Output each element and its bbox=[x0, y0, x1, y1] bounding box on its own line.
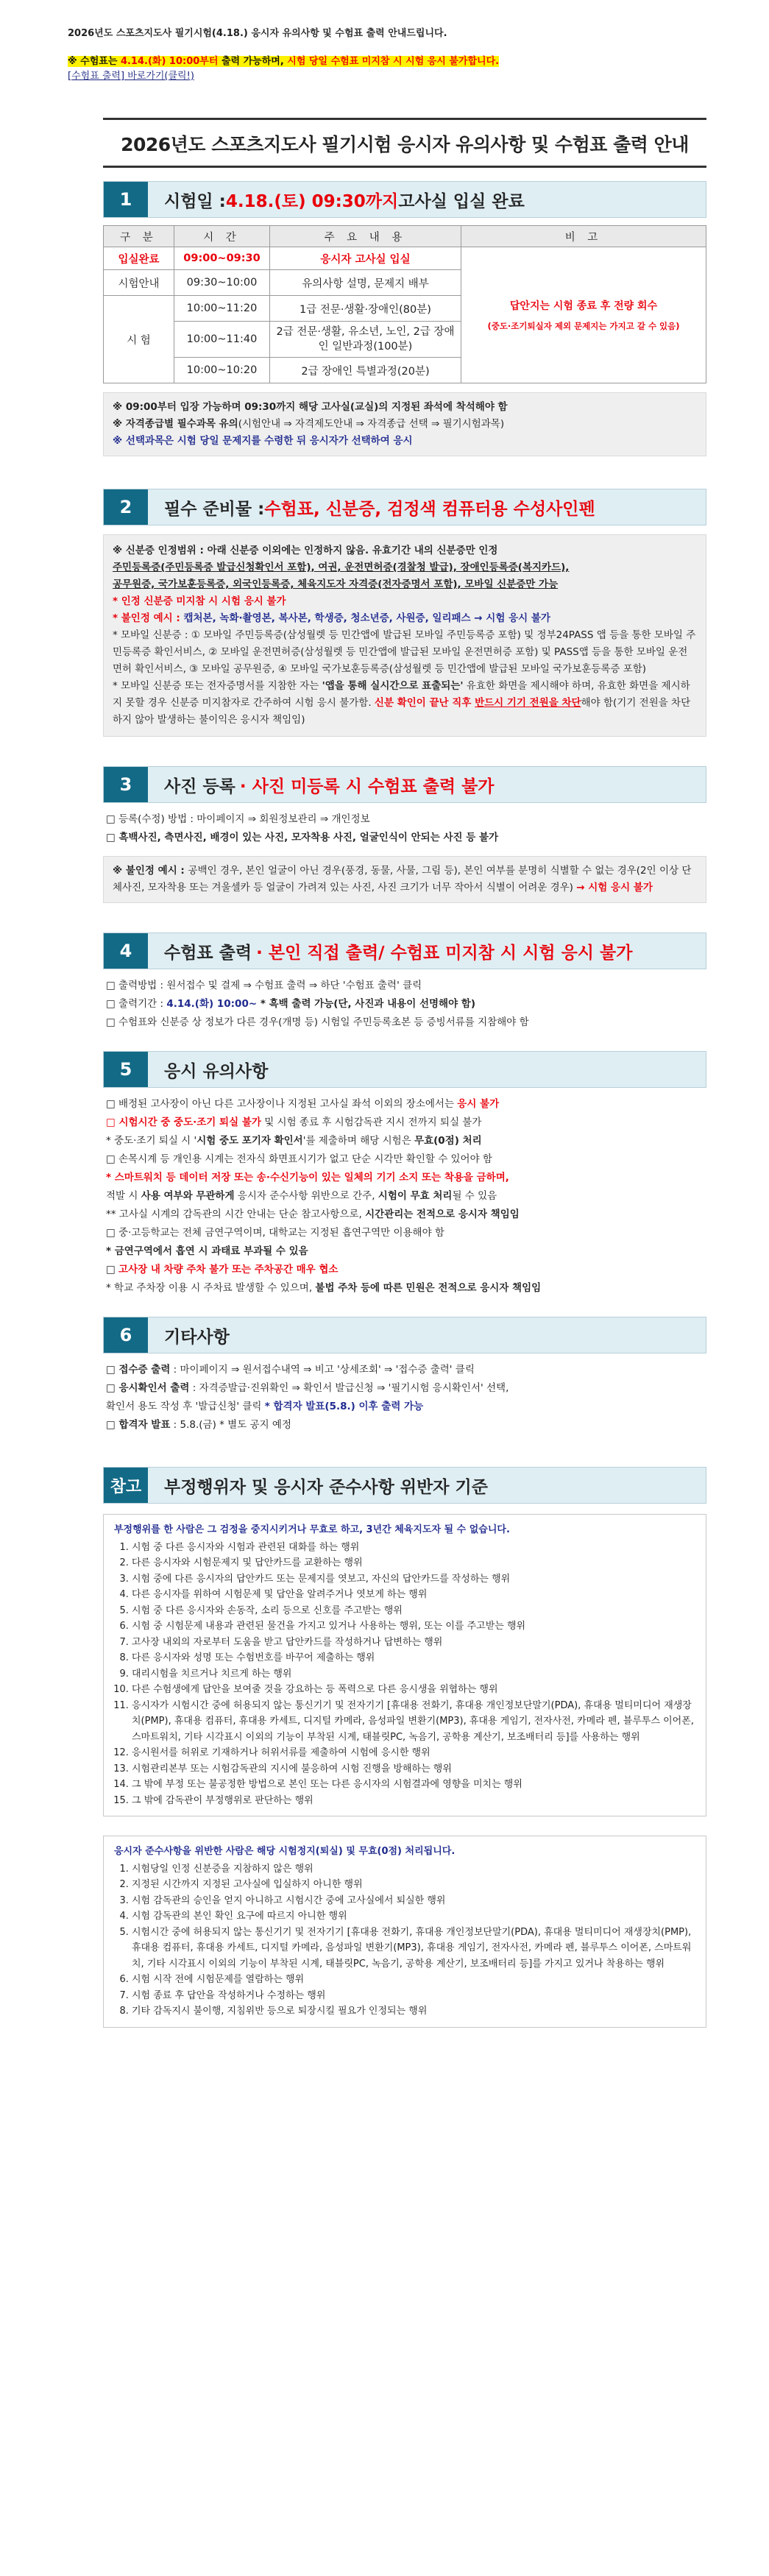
schedule-remark: 답안지는 시험 종료 후 전량 회수 (중도·조기퇴실자 제외 문제지는 가지고 갈 수 있음) bbox=[461, 247, 706, 383]
section-6-header bbox=[103, 1317, 706, 1354]
list-item: 15. 그 밖에 감독관이 부정행위로 판단하는 행위 bbox=[132, 1793, 695, 1809]
list-item: 10. 다른 수험생에게 답안을 보여줄 것을 강요하는 등 폭력으로 다른 응시생을 위협하는 행위 bbox=[132, 1682, 695, 1698]
section-1-header bbox=[103, 181, 706, 218]
list-item: 11. 응시자가 시험시간 중에 허용되지 않는 통신기기 및 전자기기 [휴대용 전화기, 휴대용 개인정보단말기(PDA), 휴대용 멀티미디어 재생장치(PMP), 휴대용 컴퓨터, 휴대용 카세트, 디지털 카메라, 음성파일 변환기(MP3), 휴대용 게임기, 전자사전, 카메라 펜, 블루투스 이어폰, 스마트워치, 기타 시각표시 이외의 기능이 부착된 시계, 태블릿PC, 녹음기, 공학용 계산기, 보조배터리 등]를 사용하는 행위 bbox=[132, 1698, 695, 1746]
list-item: 9. 대리시험을 치르거나 치르게 하는 행위 bbox=[132, 1666, 695, 1682]
section-title: 시험일 : 4.18.(토) 09:30까지 고사실 입실 완료 bbox=[164, 191, 525, 211]
section-number: 5 bbox=[104, 1052, 148, 1087]
section-number: 2 bbox=[104, 489, 148, 525]
other-info: □ 접수증 출력 : 마이페이지 ⇒ 원서접수내역 ⇒ 비고 '상세조회' ⇒ '접수증 출력' 클릭 □ 응시확인서 출력 : 자격증발급·진위확인 ⇒ 확인서 발급신청 ⇒ '필기시험 응시확인서' 선택, 확인서 용도 작성 후 '발급신청' 클릭 * 합격자 발표(5.8.) 이후 출력 가능 □ 합격자 발표 : 5.8.(금) * 별도 공지 예정 bbox=[106, 1364, 509, 1431]
list-item: 4. 다른 응시자를 위하여 시험문제 및 답안을 알려주거나 엿보게 하는 행위 bbox=[132, 1587, 695, 1603]
exam-schedule-table bbox=[103, 225, 706, 383]
list-item: 5. 시험시간 중에 허용되지 않는 통신기기 및 전자기기 [휴대용 전화기, 휴대용 개인정보단말기(PDA), 휴대용 멀티미디어 재생장치(PMP), 휴대용 컴퓨터, 휴대용 카세트, 디지털 카메라, 음성파일 변환기(MP3), 휴대용 게임기, 전자사전, 카메라 펜, 블루투스 이어폰, 스마트워치, 기타 시각표시 이외의 기능이 부착된 시계, 태블릿PC, 녹음기, 공학용 계산기, 보조배터리 등]를 가지고 있거나 착용하는 행위 bbox=[132, 1925, 695, 1972]
list-item: 8. 기타 감독지시 불이행, 지침위반 등으로 퇴장시킬 필요가 인정되는 행위 bbox=[132, 2003, 695, 2020]
table-row: 입실완료 09:00~09:30 응시자 고사실 입실 답안지는 시험 종료 후 전량 회수 (중도·조기퇴실자 제외 문제지는 가지고 갈 수 있음) bbox=[104, 247, 706, 270]
section-1-notes: ※ 09:00부터 입장 가능하며 09:30까지 해당 고사실(교실)의 지정된 좌석에 착석해야 함 ※ 자격종급별 필수과목 유의(시험안내 ⇒ 자격제도안내 ⇒ 자격종급 선택 ⇒ 필기시험과목) ※ 선택과목은 시험 당일 문제지를 수령한 뒤 응시자가 선택하여 응시 bbox=[103, 392, 706, 456]
table-header: 비 고 bbox=[461, 226, 706, 247]
list-item: 6. 시험 중 시험문제 내용과 관련된 물건을 가지고 있거나 사용하는 행위, 또는 이를 주고받는 행위 bbox=[132, 1618, 695, 1635]
list-item: 2. 다른 응시자와 시험문제지 및 답안카드를 교환하는 행위 bbox=[132, 1555, 695, 1571]
violation-list: 응시자 준수사항을 위반한 사람은 해당 시험정지(퇴실) 및 무효(0점) 처리됩니다. 1. 시험당일 인정 신분증을 지참하지 않은 행위 2. 지정된 시간까지 지정된 고사실에 입실하지 아니한 행위 3. 시험 감독관의 승인을 얻지 아니하고 시험시간 중에 고사실에서 퇴실한 행위 4. 시험 감독관의 본인 확인 요구에 따르지 아니한 행위 5. 시험시간 중에 허용되지 않는 통신기기 및 전자기기 [휴대용 전화기, 휴대용 개인정보단말기(PDA), 휴대용 멀티미디어 재생장치(PMP), 휴대용 컴퓨터, 휴대용 카세트, 디지털 카메라, 음성파일 변환기(MP3), 휴대용 게임기, 전자사전, 카메라 펜, 블루투스 이어폰, 스마트워치, 기타 시각표시 이외의 기능이 부착된 시계, 태블릿PC, 녹음기, 공학용 계산기, 보조배터리 등]를 가지고 있거나 착용하는 행위 6. 시험 시작 전에 시험문제를 열람하는 행위 7. 시험 종료 후 답안을 작성하거나 수정하는 행위 8. 기타 감독지시 불이행, 지침위반 등으로 퇴장시킬 필요가 인정되는 행위 bbox=[103, 1836, 706, 2028]
photo-rules: □ 등록(수정) 방법 : 마이페이지 ⇒ 회원정보관리 ⇒ 개인정보 □ 흑백사진, 측면사진, 배경이 있는 사진, 모자착용 사진, 얼굴인식이 안되는 사진 등 불가 bbox=[106, 813, 499, 843]
page-title: 2026년도 스포츠지도사 필기시험 응시자 유의사항 및 수험표 출력 안내 bbox=[103, 118, 706, 168]
section-title: 부정행위자 및 응시자 준수사항 위반자 기준 bbox=[164, 1477, 488, 1497]
list-item: 5. 시험 중 다른 응시자와 손동작, 소리 등으로 신호를 주고받는 행위 bbox=[132, 1603, 695, 1619]
section-number: 6 bbox=[104, 1317, 148, 1353]
list-item: 14. 그 밖에 부정 또는 불공정한 방법으로 본인 또는 다른 응시자의 시험결과에 영향을 미치는 행위 bbox=[132, 1777, 695, 1793]
list-item: 1. 시험 중 다른 응시자와 시험과 관련된 대화를 하는 행위 bbox=[132, 1540, 695, 1556]
section-title: 기타사항 bbox=[164, 1327, 230, 1347]
misconduct-items bbox=[114, 1540, 695, 1809]
table-row: 10:00~11:40 2급 전문·생활, 유소년, 노인, 2급 장애인 일반과정(100분) bbox=[104, 322, 706, 358]
list-item: 13. 시험관리본부 또는 시험감독관의 지시에 불응하여 시험 진행을 방해하는 행위 bbox=[132, 1761, 695, 1777]
ticket-print-rules: □ 출력방법 : 원서접수 및 결제 ⇒ 수험표 출력 ⇒ 하단 '수험표 출력' 클릭 □ 출력기간 : 4.14.(화) 10:00~ * 흑백 출력 가능(단, 사진과 내용이 선명해야 함) □ 수험표와 신분증 상 정보가 다른 경우(개명 등) 시험일 주민등록초본 등 증빙서류를 지참해야 함 bbox=[106, 980, 529, 1028]
list-item: 3. 시험 중에 다른 응시자의 답안카드 또는 문제지를 엿보고, 자신의 답안카드를 작성하는 행위 bbox=[132, 1571, 695, 1588]
list-item: 7. 고사장 내외의 자로부터 도움을 받고 답안카드를 작성하거나 답변하는 행위 bbox=[132, 1635, 695, 1651]
admission-ticket-link[interactable]: [수험표 출력] 바로가기(클릭!) bbox=[68, 71, 194, 82]
section-title: 수험표 출력 · 본인 직접 출력/ 수험표 미지참 시 시험 응시 불가 bbox=[164, 943, 633, 963]
list-item: 6. 시험 시작 전에 시험문제를 열람하는 행위 bbox=[132, 1972, 695, 1988]
section-number: 3 bbox=[104, 767, 148, 802]
section-2-header bbox=[103, 489, 706, 526]
id-requirements: ※ 신분증 인정범위 : 아래 신분증 이외에는 인정하지 않음. 유효기간 내의 신분증만 인정 주민등록증(주민등록증 발급신청확인서 포함), 여권, 운전면허증(경찰청 발급), 장애인등록증(복지카드), 공무원증, 국가보훈등록증, 외국인등록증, 체육지도자 자격증(전자증명서 포함), 모바일 신분증만 가능 * 인정 신분증 미지참 시 시험 응시 불가 * 불인정 예시 : 캡처본, 녹화·촬영본, 복사본, 학생증, 청소년증, 사원증, 일리패스 → 시험 응시 불가 * 모바일 신분증 : ① 모바일 주민등록증(삼성월렛 등 민간앱에 발급된 모바일 주민등록증 포함) 및 정부24PASS 앱 등을 통한 모바일 주민등록증 확인서비스, ② 모바일 운전면허증(삼성월렛 등 민간앱에 발급된 모바일 운전면허증 포함) 및 PASS앱 등을 통한 모바일 운전면허 확인서비스, ③ 모바일 공무원증, ④ 모바일 국가보훈등록증(삼성월렛 등 민간앱에 발급된 모바일 국가보훈등록증 포함) * 모바일 신분증 또는 전자증명서를 지참한 자는 '앱을 통해 실시간으로 표출되는' 유효한 화면을 제시해야 하며, 유효한 화면을 제시하지 못할 경우 신분증 미지참자로 간주하여 시험 응시 불가함. 신분 확인이 끝난 직후 반드시 기기 전원을 차단해야 함(기기 전원을 차단하지 않아 발생하는 불이익은 응시자 책임임) bbox=[103, 534, 706, 737]
list-item: 12. 응시원서를 허위로 기재하거나 허위서류를 제출하여 시험에 응시한 행위 bbox=[132, 1745, 695, 1761]
intro-notice: ※ 수험표는 4.14.(화) 10:00부터 출력 가능하며, 시험 당일 수험표 미지참 시 시험 응시 불가합니다. bbox=[68, 56, 500, 67]
section-5-header bbox=[103, 1051, 706, 1088]
list-item: 7. 시험 종료 후 답안을 작성하거나 수정하는 행위 bbox=[132, 1988, 695, 2004]
table-row: 시 험 10:00~11:20 1급 전문·생활·장애인(80분) bbox=[104, 296, 706, 322]
section-4-header bbox=[103, 933, 706, 969]
table-header: 주 요 내 용 bbox=[270, 226, 461, 247]
photo-rejection-examples: ※ 불인정 예시 : 공백인 경우, 본인 얼굴이 아닌 경우(풍경, 동물, 사물, 그림 등), 본인 여부를 분명히 식별할 수 없는 경우(2인 이상 단체사진, 모자착용 또는 겨울셀카 등 얼굴이 가려져 있는 사진, 사진 크기가 너무 작아서 식별이 어려운 경우) → 시험 응시 불가 bbox=[103, 856, 706, 903]
table-row: 시험안내 09:30~10:00 유의사항 설명, 문제지 배부 bbox=[104, 270, 706, 296]
section-title: 필수 준비물 : 수험표, 신분증, 검정색 컴퓨터용 수성사인펜 bbox=[164, 499, 595, 519]
misconduct-list: 부정행위를 한 사람은 그 검정을 중지시키거나 무효로 하고, 3년간 체육지도자 될 수 없습니다. 1. 시험 중 다른 응시자와 시험과 관련된 대화를 하는 행위 2. 다른 응시자와 시험문제지 및 답안카드를 교환하는 행위 3. 시험 중에 다른 응시자의 답안카드 또는 문제지를 엿보고, 자신의 답안카드를 작성하는 행위 4. 다른 응시자를 위하여 시험문제 및 답안을 알려주거나 엿보게 하는 행위 5. 시험 중 다른 응시자와 손동작, 소리 등으로 신호를 주고받는 행위 6. 시험 중 시험문제 내용과 관련된 물건을 가지고 있거나 사용하는 행위, 또는 이를 주고받는 행위 7. 고사장 내외의 자로부터 도움을 받고 답안카드를 작성하거나 답변하는 행위 8. 다른 응시자와 성명 또는 수험번호를 바꾸어 제출하는 행위 9. 대리시험을 치르거나 치르게 하는 행위 10. 다른 수험생에게 답안을 보여줄 것을 강요하는 등 폭력으로 다른 응시생을 위협하는 행위 11. 응시자가 시험시간 중에 허용되지 않는 통신기기 및 전자기기 [휴대용 전화기, 휴대용 개인정보단말기(PDA), 휴대용 멀티미디어 재생장치(PMP), 휴대용 컴퓨터, 휴대용 카세트, 디지털 카메라, 음성파일 변환기(MP3), 휴대용 게임기, 전자사전, 카메라 펜, 블루투스 이어폰, 스마트워치, 기타 시각표시 이외의 기능이 부착된 시계, 태블릿PC, 녹음기, 공학용 계산기, 보조배터리 등]를 사용하는 행위 12. 응시원서를 허위로 기재하거나 허위서류를 제출하여 시험에 응시한 행위 13. 시험관리본부 또는 시험감독관의 지시에 불응하여 시험 진행을 방해하는 행위 14. 그 밖에 부정 또는 불공정한 방법으로 본인 또는 다른 응시자의 시험결과에 영향을 미치는 행위 15. 그 밖에 감독관이 부정행위로 판단하는 행위 bbox=[103, 1514, 706, 1816]
table-header: 시 간 bbox=[174, 226, 270, 247]
section-number: 1 bbox=[104, 182, 148, 217]
section-number: 4 bbox=[104, 933, 148, 969]
list-item: 2. 지정된 시간까지 지정된 고사실에 입실하지 아니한 행위 bbox=[132, 1877, 695, 1893]
intro bbox=[68, 26, 701, 84]
list-item: 1. 시험당일 인정 신분증을 지참하지 않은 행위 bbox=[132, 1861, 695, 1878]
reference-tag: 참고 bbox=[104, 1468, 148, 1503]
violation-items bbox=[114, 1861, 695, 2020]
intro-heading: 2026년도 스포츠지도사 필기시험(4.18.) 응시자 유의사항 및 수험표 출력 안내드립니다. bbox=[68, 28, 447, 39]
section-3-header bbox=[103, 766, 706, 803]
list-item: 3. 시험 감독관의 승인을 얻지 아니하고 시험시간 중에 고사실에서 퇴실한 행위 bbox=[132, 1893, 695, 1909]
section-title: 사진 등록 · 사진 미등록 시 수험표 출력 불가 bbox=[164, 776, 495, 796]
list-item: 8. 다른 응시자와 성명 또는 수험번호를 바꾸어 제출하는 행위 bbox=[132, 1650, 695, 1666]
reference-header bbox=[103, 1467, 706, 1504]
section-title: 응시 유의사항 bbox=[164, 1061, 269, 1081]
list-item: 4. 시험 감독관의 본인 확인 요구에 따르지 아니한 행위 bbox=[132, 1908, 695, 1925]
notice-document bbox=[103, 118, 706, 2028]
exam-precautions: □ 배정된 고사장이 아닌 다른 고사장이나 지정된 고사실 좌석 이외의 장소에서는 응시 불가 □ 시험시간 중 중도·조기 퇴실 불가 및 시험 종료 후 시험감독관 지시 전까지 퇴실 불가 * 중도·조기 퇴실 시 '시험 중도 포기자 확인서'를 제출하며 해당 시험은 무효(0점) 처리 □ 손목시계 등 개인용 시계는 전자식 화면표시기가 없고 단순 시각만 확인할 수 있어야 함 * 스마트워치 등 데이터 저장 또는 송·수신기능이 있는 일체의 기기 소지 또는 착용을 금하며, 적발 시 사용 여부와 무관하게 응시자 준수사항 위반으로 간주, 시험이 무효 처리될 수 있음 ** 고사실 시계의 감독관의 시간 안내는 단순 참고사항으로, 시간관리는 전적으로 응시자 책임임 □ 중·고등학교는 전체 금연구역이며, 대학교는 지정된 흡연구역만 이용해야 함 * 금연구역에서 흡연 시 과태료 부과될 수 있음 □ 고사장 내 차량 주차 불가 또는 주차공간 매우 협소 * 학교 주차장 이용 시 주차료 발생할 수 있으며, 불법 주차 등에 따른 민원은 전적으로 응시자 책임임 bbox=[106, 1098, 542, 1294]
table-header: 구 분 bbox=[104, 226, 174, 247]
table-row: 10:00~10:20 2급 장애인 특별과정(20분) bbox=[104, 358, 706, 383]
